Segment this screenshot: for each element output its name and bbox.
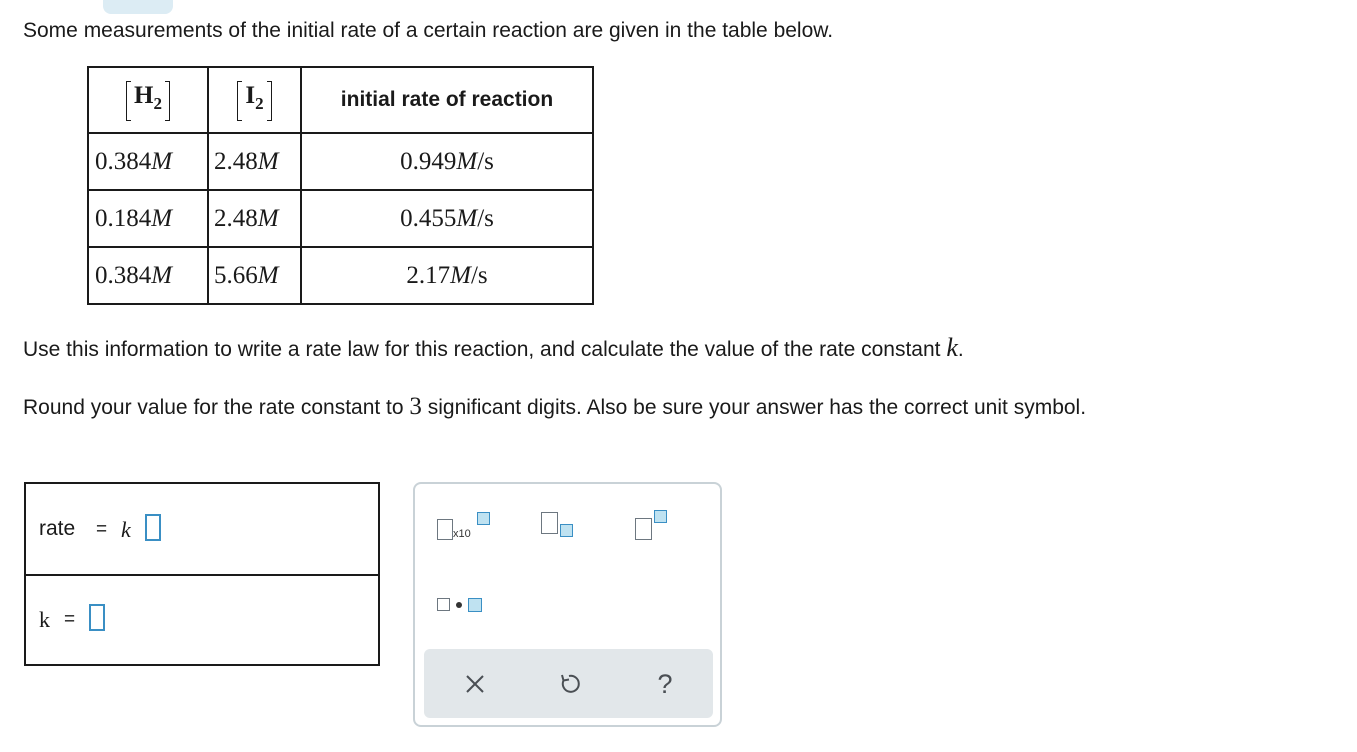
- subscript-box-icon: [560, 524, 573, 537]
- rate-law-row: [26, 484, 378, 576]
- undo-button[interactable]: [552, 667, 586, 701]
- rate-data-table: [87, 66, 594, 305]
- dot-icon: [456, 602, 462, 608]
- table-row: [88, 247, 593, 304]
- help-button[interactable]: [648, 667, 682, 701]
- instruction-text: Use this information to write a rate law for this reaction, and calculate the value of the rate constant k.: [23, 333, 964, 362]
- base-box-icon: [635, 518, 652, 540]
- rate-law-input[interactable]: [145, 514, 161, 541]
- k-symbol: k: [121, 517, 131, 542]
- k-label: k: [39, 607, 50, 632]
- intro-text: Some measurements of the initial rate of a certain reaction are given in the table below.: [23, 19, 834, 42]
- rate-label: rate: [39, 517, 76, 540]
- k-value-row: [26, 574, 378, 664]
- close-icon: [464, 673, 486, 695]
- header-i2-concentration: $I_2$: [208, 67, 301, 133]
- multiplication-dot-button[interactable]: [437, 594, 497, 616]
- superscript-box-icon: [654, 510, 667, 523]
- equals-sign: =: [96, 519, 108, 540]
- table-header-row: [88, 67, 593, 133]
- undo-icon: [557, 672, 581, 696]
- x10-label: x10: [453, 528, 471, 540]
- k-value-input[interactable]: [89, 604, 105, 631]
- answer-box: [24, 482, 380, 666]
- table-row: [88, 190, 593, 247]
- rate-cell: 2.17M/s: [301, 247, 593, 304]
- clear-button[interactable]: [458, 667, 492, 701]
- header-h2-concentration: $H_2$: [88, 67, 208, 133]
- rounding-text: Round your value for the rate constant to 3 significant digits. Also be sure your answer has the correct unit symbol.: [23, 393, 1087, 420]
- help-icon: ?: [657, 668, 673, 699]
- rate-constant-symbol: k: [946, 333, 958, 362]
- previous-tab-button[interactable]: [103, 0, 173, 14]
- h2-cell: 0.184M: [88, 190, 208, 247]
- h2-cell: 0.384M: [88, 133, 208, 190]
- scientific-notation-button[interactable]: [437, 508, 497, 544]
- header-initial-rate: initial rate of reaction: [301, 67, 593, 133]
- i2-cell: 2.48M: [208, 133, 301, 190]
- base-box-icon: [437, 519, 453, 540]
- equals-sign: =: [64, 609, 76, 630]
- table-row: [88, 133, 593, 190]
- right-operand-icon: [468, 598, 482, 612]
- rate-cell: 0.455M/s: [301, 190, 593, 247]
- palette-action-bar: [424, 649, 713, 718]
- i2-cell: 5.66M: [208, 247, 301, 304]
- i2-cell: 2.48M: [208, 190, 301, 247]
- superscript-button[interactable]: [635, 508, 681, 544]
- subscript-button[interactable]: [541, 508, 587, 544]
- h2-cell: 0.384M: [88, 247, 208, 304]
- left-operand-icon: [437, 598, 450, 611]
- exponent-box-icon: [477, 512, 490, 525]
- rate-cell: 0.949M/s: [301, 133, 593, 190]
- base-box-icon: [541, 512, 558, 534]
- math-palette: [413, 482, 722, 727]
